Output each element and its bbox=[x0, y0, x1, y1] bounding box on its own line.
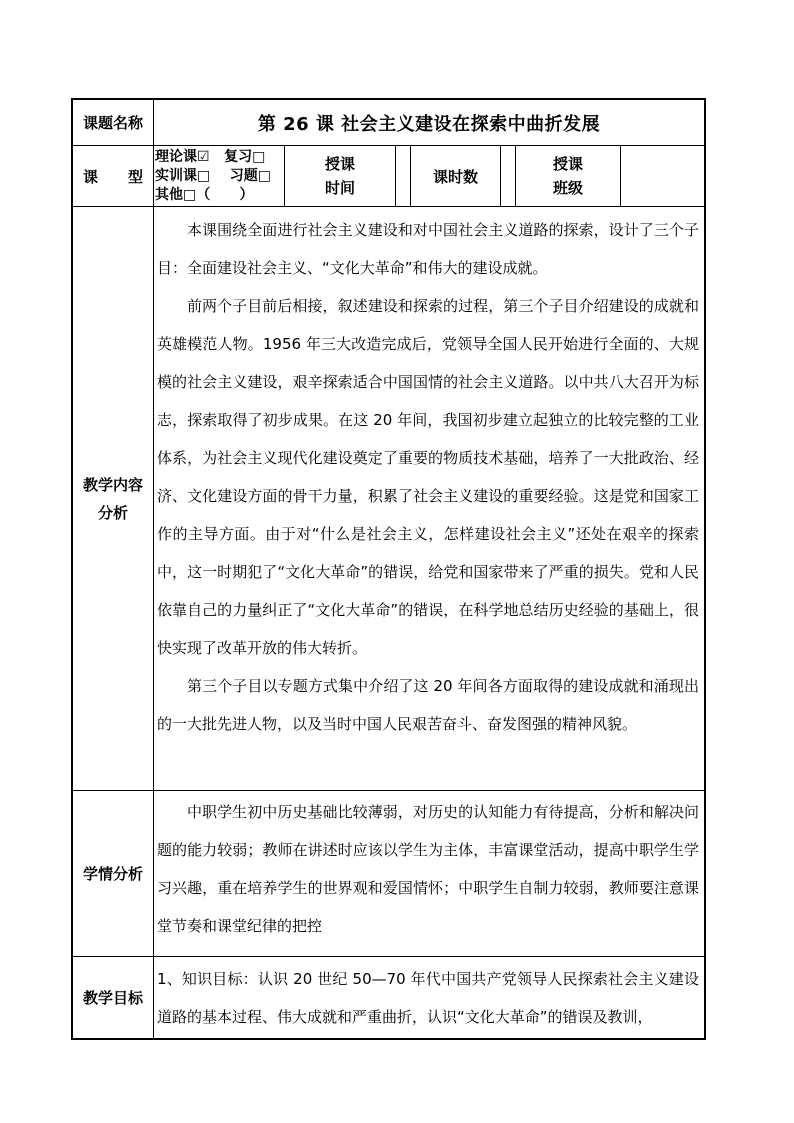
row-divider bbox=[72, 956, 706, 957]
row-divider bbox=[72, 206, 706, 207]
student-analysis-label: 学情分析 bbox=[82, 865, 143, 883]
topic-label: 课题名称 bbox=[82, 114, 143, 132]
teaching-time-label-line1: 授课 bbox=[324, 155, 355, 173]
content-analysis-text bbox=[157, 211, 699, 743]
content-analysis-label-line1: 教学内容 bbox=[82, 475, 143, 494]
type-option-practice-exercise: 实训课□ 习题□ bbox=[155, 168, 271, 184]
teaching-class-label-line2: 班级 bbox=[552, 179, 583, 197]
teaching-time-label-line2: 时间 bbox=[324, 179, 355, 197]
student-analysis-paragraph: 中职学生初中历史基础比较薄弱，对历史的认知能力有待提高，分析和解决问题的能力较弱；教师在讲述时应该以学生为主体，丰富课堂活动，提高中职学生学习兴趣，重在培养学生的世界观和爱国情怀；中职学生自制力较弱，教师要注意课堂节奏和课堂纪律的把控 bbox=[157, 803, 699, 935]
type-options bbox=[155, 148, 283, 205]
column-divider bbox=[500, 145, 501, 206]
type-option-theory-review: 理论课☑ 复习□ bbox=[155, 149, 266, 165]
type-label: 课 型 bbox=[82, 167, 143, 186]
teaching-goals-label: 教学目标 bbox=[82, 989, 143, 1007]
column-divider bbox=[153, 100, 154, 1038]
content-paragraph: 本课围绕全面进行社会主义建设和对中国社会主义道路的探索，设计了三个子目：全面建设社会主义、“文化大革命”和伟大的建设成就。 bbox=[157, 221, 699, 277]
topic-title: 第 26 课 社会主义建设在探索中曲折发展 bbox=[257, 113, 601, 135]
content-paragraph: 前两个子目前后相接，叙述建设和探索的过程，第三个子目介绍建设的成就和英雄模范人物。1956 年三大改造完成后，党领导全国人民开始进行全面的、大规模的社会主义建设，艰辛探索适合中国国情的社会主义道路。以中共八大召开为标志，探索取得了初步成果。在这 20 年间，我国初步建立起独立的比较完整的工业体系，为社会主义现代化建设奠定了重要的物质技术基础，培养了一大批政治、经济、文化建设方面的骨干力量，积累了社会主义建设的重要经验。这是党和国家工作的主导方面。由于对“什么是社会主义，怎样建设社会主义”还处在艰辛的探索中，这一时期犯了“文化大革命”的错误，给党和国家带来了严重的损失。党和人民依靠自己的力量纠正了“文化大革命”的错误，在科学地总结历史经验的基础上，很快实现了改革开放的伟大转折。 bbox=[157, 297, 699, 657]
teaching-class-label-line1: 授课 bbox=[552, 155, 583, 173]
teaching-goals-paragraph: 1、知识目标：认识 20 世纪 50—70 年代中国共产党领导人民探索社会主义建设道路的基本过程、伟大成就和严重曲折，认识“文化大革命”的错误及教训， bbox=[157, 970, 699, 1026]
column-divider bbox=[620, 145, 621, 206]
column-divider bbox=[395, 145, 396, 206]
student-analysis-text bbox=[157, 793, 699, 945]
teaching-class-label bbox=[516, 146, 620, 206]
teaching-time-label bbox=[285, 146, 395, 206]
content-analysis-label bbox=[73, 207, 153, 790]
row-divider bbox=[72, 790, 706, 791]
class-hours-label: 课时数 bbox=[432, 167, 478, 186]
teaching-goals-text bbox=[157, 960, 699, 1036]
content-analysis-label-line2: 分析 bbox=[97, 503, 128, 522]
type-option-other: 其他□（ ） bbox=[155, 187, 254, 203]
content-paragraph: 第三个子目以专题方式集中介绍了这 20 年间各方面取得的建设成就和涌现出的一大批先进人物，以及当时中国人民艰苦奋斗、奋发图强的精神风貌。 bbox=[157, 677, 699, 733]
